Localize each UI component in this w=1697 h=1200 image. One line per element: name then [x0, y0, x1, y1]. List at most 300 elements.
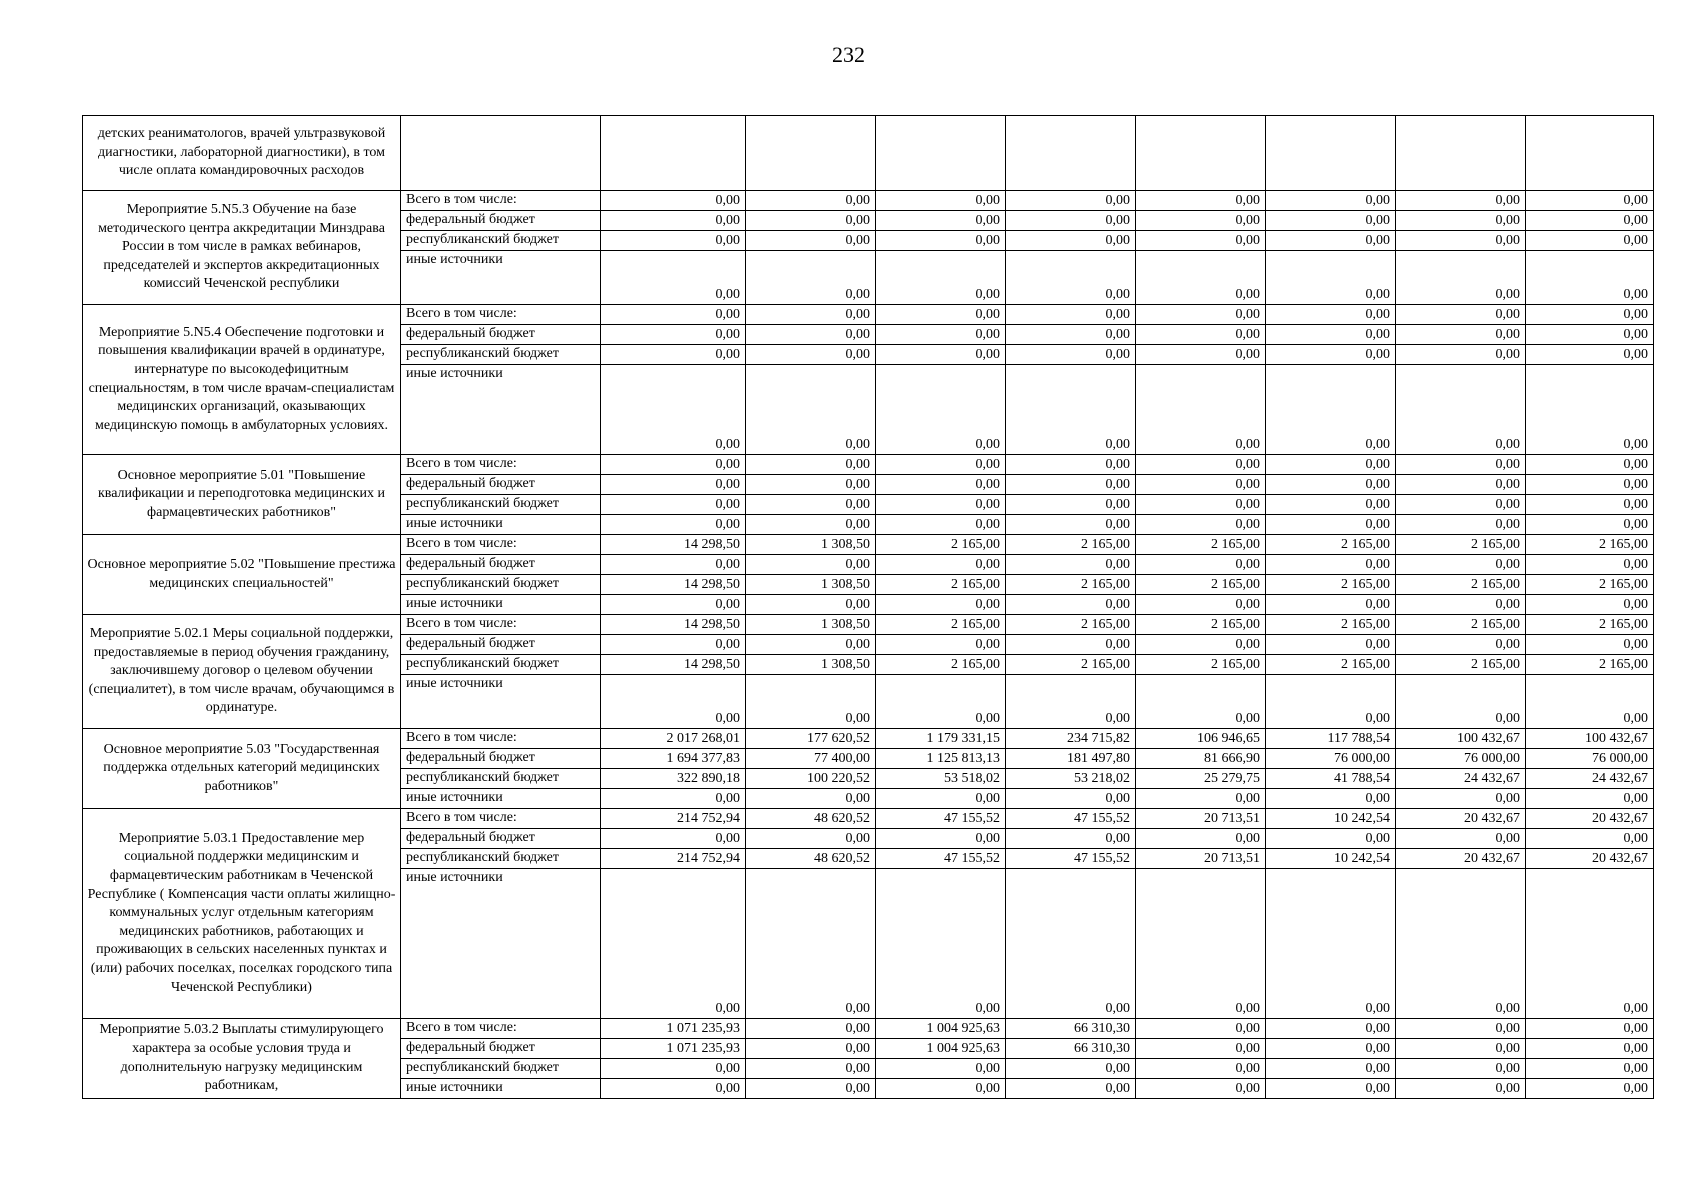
- amount-cell: 0,00: [1136, 1039, 1266, 1059]
- funding-source: Всего в том числе:: [401, 455, 601, 475]
- amount-cell: 0,00: [1006, 495, 1136, 515]
- amount-cell: 10 242,54: [1266, 809, 1396, 829]
- amount-cell: 0,00: [1006, 345, 1136, 365]
- amount-cell: 24 432,67: [1526, 769, 1654, 789]
- amount-cell: 0,00: [1266, 305, 1396, 325]
- amount-cell: 2 165,00: [1396, 615, 1526, 635]
- amount-cell: 1 071 235,93: [601, 1039, 746, 1059]
- amount-cell: 0,00: [1266, 455, 1396, 475]
- amount-cell: 14 298,50: [601, 535, 746, 555]
- amount-cell: 0,00: [1396, 191, 1526, 211]
- amount-cell: 0,00: [1396, 231, 1526, 251]
- amount-cell: 0,00: [746, 595, 876, 615]
- amount-cell: 24 432,67: [1396, 769, 1526, 789]
- amount-cell: 0,00: [1006, 251, 1136, 305]
- amount-cell: 0,00: [876, 829, 1006, 849]
- funding-source: республиканский бюджет: [401, 575, 601, 595]
- amount-cell: 48 620,52: [746, 849, 876, 869]
- table-row: [83, 191, 1654, 211]
- amount-cell: 2 165,00: [1266, 615, 1396, 635]
- amount-cell: 0,00: [1526, 515, 1654, 535]
- amount-cell: 0,00: [1006, 675, 1136, 729]
- amount-cell: [1006, 116, 1136, 191]
- amount-cell: 41 788,54: [1266, 769, 1396, 789]
- amount-cell: 0,00: [1006, 325, 1136, 345]
- amount-cell: 0,00: [1006, 595, 1136, 615]
- amount-cell: 0,00: [876, 191, 1006, 211]
- amount-cell: 2 165,00: [876, 615, 1006, 635]
- amount-cell: 322 890,18: [601, 769, 746, 789]
- amount-cell: 0,00: [876, 475, 1006, 495]
- amount-cell: 0,00: [1266, 515, 1396, 535]
- amount-cell: 0,00: [876, 1079, 1006, 1099]
- amount-cell: 0,00: [601, 515, 746, 535]
- amount-cell: 0,00: [1526, 635, 1654, 655]
- funding-source: Всего в том числе:: [401, 615, 601, 635]
- amount-cell: 0,00: [1396, 555, 1526, 575]
- amount-cell: 1 004 925,63: [876, 1019, 1006, 1039]
- amount-cell: 0,00: [1006, 191, 1136, 211]
- amount-cell: 1 308,50: [746, 615, 876, 635]
- amount-cell: 0,00: [1006, 829, 1136, 849]
- funding-source: Всего в том числе:: [401, 305, 601, 325]
- amount-cell: 0,00: [1136, 555, 1266, 575]
- amount-cell: 0,00: [1396, 1079, 1526, 1099]
- amount-cell: 0,00: [1396, 675, 1526, 729]
- table-row: [83, 1019, 1654, 1039]
- amount-cell: 0,00: [746, 555, 876, 575]
- funding-source: иные источники: [401, 515, 601, 535]
- amount-cell: 2 165,00: [1136, 535, 1266, 555]
- amount-cell: 0,00: [601, 869, 746, 1019]
- amount-cell: 0,00: [1396, 869, 1526, 1019]
- amount-cell: 81 666,90: [1136, 749, 1266, 769]
- amount-cell: 0,00: [1396, 789, 1526, 809]
- funding-source: иные источники: [401, 365, 601, 455]
- amount-cell: 0,00: [601, 475, 746, 495]
- amount-cell: 0,00: [1266, 365, 1396, 455]
- amount-cell: 100 220,52: [746, 769, 876, 789]
- amount-cell: 0,00: [1526, 869, 1654, 1019]
- amount-cell: 0,00: [1136, 675, 1266, 729]
- amount-cell: [1266, 116, 1396, 191]
- amount-cell: 2 165,00: [1396, 655, 1526, 675]
- amount-cell: 1 125 813,13: [876, 749, 1006, 769]
- amount-cell: 0,00: [876, 635, 1006, 655]
- activity-name: Мероприятие 5.N5.3 Обучение на базе методического центра аккредитации Минздрава России в том числе в рамках вебинаров, председателей и экспертов аккредитационных комиссий Чеченской республики: [83, 191, 401, 305]
- amount-cell: 0,00: [601, 595, 746, 615]
- amount-cell: 0,00: [1266, 191, 1396, 211]
- funding-source: республиканский бюджет: [401, 849, 601, 869]
- amount-cell: 0,00: [1266, 789, 1396, 809]
- amount-cell: 20 432,67: [1396, 849, 1526, 869]
- amount-cell: 0,00: [876, 345, 1006, 365]
- amount-cell: 0,00: [601, 829, 746, 849]
- amount-cell: 0,00: [601, 789, 746, 809]
- amount-cell: 0,00: [601, 251, 746, 305]
- activity-name: Мероприятие 5.03.2 Выплаты стимулирующего характера за особые условия труда и дополнительную нагрузку медицинским работникам,: [83, 1019, 401, 1099]
- amount-cell: 20 713,51: [1136, 849, 1266, 869]
- amount-cell: 0,00: [876, 789, 1006, 809]
- amount-cell: 0,00: [1526, 231, 1654, 251]
- amount-cell: 0,00: [876, 231, 1006, 251]
- amount-cell: 0,00: [1526, 1019, 1654, 1039]
- amount-cell: 0,00: [876, 869, 1006, 1019]
- amount-cell: 14 298,50: [601, 575, 746, 595]
- amount-cell: [601, 116, 746, 191]
- funding-source: иные источники: [401, 675, 601, 729]
- amount-cell: 0,00: [1136, 789, 1266, 809]
- amount-cell: 0,00: [1006, 365, 1136, 455]
- page-number: 232: [832, 42, 865, 67]
- amount-cell: 100 432,67: [1526, 729, 1654, 749]
- amount-cell: 0,00: [1526, 325, 1654, 345]
- amount-cell: 0,00: [601, 345, 746, 365]
- amount-cell: 0,00: [601, 495, 746, 515]
- amount-cell: 0,00: [1006, 789, 1136, 809]
- amount-cell: 0,00: [1136, 595, 1266, 615]
- amount-cell: 20 432,67: [1396, 809, 1526, 829]
- activity-name: Основное мероприятие 5.01 "Повышение квалификации и переподготовка медицинских и фармацевтических работников": [83, 455, 401, 535]
- amount-cell: 1 071 235,93: [601, 1019, 746, 1039]
- amount-cell: 0,00: [1266, 345, 1396, 365]
- amount-cell: 0,00: [746, 191, 876, 211]
- amount-cell: 77 400,00: [746, 749, 876, 769]
- amount-cell: 0,00: [746, 251, 876, 305]
- amount-cell: 0,00: [1526, 1039, 1654, 1059]
- amount-cell: 1 308,50: [746, 655, 876, 675]
- amount-cell: 0,00: [1006, 475, 1136, 495]
- funding-source: Всего в том числе:: [401, 191, 601, 211]
- amount-cell: 0,00: [876, 595, 1006, 615]
- amount-cell: 0,00: [1396, 345, 1526, 365]
- amount-cell: 0,00: [1396, 305, 1526, 325]
- amount-cell: 1 694 377,83: [601, 749, 746, 769]
- amount-cell: 0,00: [601, 305, 746, 325]
- amount-cell: 0,00: [1526, 305, 1654, 325]
- amount-cell: 0,00: [746, 305, 876, 325]
- amount-cell: 0,00: [1136, 1019, 1266, 1039]
- amount-cell: [746, 116, 876, 191]
- amount-cell: 0,00: [1006, 305, 1136, 325]
- table-row: [83, 615, 1654, 635]
- table-row: [83, 116, 1654, 191]
- amount-cell: 0,00: [1136, 211, 1266, 231]
- table-row: [83, 809, 1654, 829]
- amount-cell: 0,00: [1136, 515, 1266, 535]
- table-row: [83, 729, 1654, 749]
- amount-cell: 1 179 331,15: [876, 729, 1006, 749]
- amount-cell: 10 242,54: [1266, 849, 1396, 869]
- amount-cell: 181 497,80: [1006, 749, 1136, 769]
- amount-cell: 0,00: [876, 251, 1006, 305]
- amount-cell: 20 432,67: [1526, 809, 1654, 829]
- amount-cell: 0,00: [1526, 675, 1654, 729]
- amount-cell: 0,00: [1396, 495, 1526, 515]
- amount-cell: 0,00: [1136, 829, 1266, 849]
- amount-cell: 0,00: [1396, 1039, 1526, 1059]
- funding-source: республиканский бюджет: [401, 231, 601, 251]
- amount-cell: 0,00: [1526, 455, 1654, 475]
- amount-cell: 14 298,50: [601, 655, 746, 675]
- amount-cell: 0,00: [1006, 555, 1136, 575]
- amount-cell: 0,00: [1266, 475, 1396, 495]
- funding-source: Всего в том числе:: [401, 1019, 601, 1039]
- amount-cell: 0,00: [1006, 869, 1136, 1019]
- amount-cell: 0,00: [746, 475, 876, 495]
- amount-cell: 0,00: [1006, 1059, 1136, 1079]
- amount-cell: 2 165,00: [1006, 615, 1136, 635]
- amount-cell: 0,00: [1266, 595, 1396, 615]
- amount-cell: 0,00: [1526, 475, 1654, 495]
- amount-cell: 0,00: [746, 1059, 876, 1079]
- amount-cell: 0,00: [1396, 211, 1526, 231]
- funding-source: федеральный бюджет: [401, 829, 601, 849]
- funding-source: иные источники: [401, 595, 601, 615]
- amount-cell: [876, 116, 1006, 191]
- amount-cell: 0,00: [1526, 1079, 1654, 1099]
- amount-cell: 177 620,52: [746, 729, 876, 749]
- amount-cell: 2 165,00: [1526, 535, 1654, 555]
- amount-cell: [1526, 116, 1654, 191]
- amount-cell: 0,00: [601, 1059, 746, 1079]
- amount-cell: 0,00: [1396, 251, 1526, 305]
- amount-cell: 0,00: [601, 455, 746, 475]
- amount-cell: 53 218,02: [1006, 769, 1136, 789]
- amount-cell: 76 000,00: [1526, 749, 1654, 769]
- amount-cell: 117 788,54: [1266, 729, 1396, 749]
- amount-cell: 1 308,50: [746, 535, 876, 555]
- amount-cell: 2 165,00: [1006, 575, 1136, 595]
- funding-source: республиканский бюджет: [401, 1059, 601, 1079]
- amount-cell: 0,00: [1396, 325, 1526, 345]
- funding-source: федеральный бюджет: [401, 635, 601, 655]
- amount-cell: 2 017 268,01: [601, 729, 746, 749]
- amount-cell: 2 165,00: [876, 575, 1006, 595]
- amount-cell: 0,00: [876, 555, 1006, 575]
- amount-cell: 47 155,52: [1006, 809, 1136, 829]
- amount-cell: 47 155,52: [1006, 849, 1136, 869]
- amount-cell: 0,00: [746, 325, 876, 345]
- amount-cell: 2 165,00: [1526, 615, 1654, 635]
- amount-cell: 0,00: [746, 869, 876, 1019]
- amount-cell: 0,00: [746, 345, 876, 365]
- amount-cell: 0,00: [601, 1079, 746, 1099]
- amount-cell: 0,00: [1266, 325, 1396, 345]
- amount-cell: 0,00: [876, 455, 1006, 475]
- budget-table: [82, 115, 1654, 1099]
- amount-cell: 0,00: [1136, 345, 1266, 365]
- amount-cell: 0,00: [1526, 495, 1654, 515]
- amount-cell: 0,00: [1396, 635, 1526, 655]
- amount-cell: 14 298,50: [601, 615, 746, 635]
- amount-cell: 0,00: [876, 365, 1006, 455]
- funding-source: иные источники: [401, 869, 601, 1019]
- funding-source: республиканский бюджет: [401, 495, 601, 515]
- amount-cell: 0,00: [1006, 635, 1136, 655]
- amount-cell: 0,00: [1396, 829, 1526, 849]
- amount-cell: 0,00: [746, 455, 876, 475]
- table-row: [83, 305, 1654, 325]
- funding-source: республиканский бюджет: [401, 345, 601, 365]
- amount-cell: 76 000,00: [1396, 749, 1526, 769]
- amount-cell: 0,00: [746, 365, 876, 455]
- activity-name: детских реаниматологов, врачей ультразвуковой диагностики, лабораторной диагностики), в том числе оплата командировочных расходов: [83, 116, 401, 191]
- amount-cell: 0,00: [1006, 515, 1136, 535]
- funding-source: федеральный бюджет: [401, 475, 601, 495]
- amount-cell: 0,00: [746, 1079, 876, 1099]
- amount-cell: 214 752,94: [601, 849, 746, 869]
- amount-cell: [1396, 116, 1526, 191]
- amount-cell: 0,00: [1136, 455, 1266, 475]
- amount-cell: 0,00: [1136, 869, 1266, 1019]
- amount-cell: 25 279,75: [1136, 769, 1266, 789]
- amount-cell: 0,00: [1266, 635, 1396, 655]
- amount-cell: 0,00: [746, 515, 876, 535]
- amount-cell: 0,00: [746, 231, 876, 251]
- amount-cell: 0,00: [1136, 305, 1266, 325]
- amount-cell: 0,00: [1136, 475, 1266, 495]
- amount-cell: 0,00: [601, 231, 746, 251]
- amount-cell: 0,00: [1526, 345, 1654, 365]
- amount-cell: 2 165,00: [1266, 655, 1396, 675]
- funding-source: федеральный бюджет: [401, 1039, 601, 1059]
- amount-cell: 0,00: [1266, 869, 1396, 1019]
- amount-cell: 0,00: [1136, 191, 1266, 211]
- amount-cell: 1 004 925,63: [876, 1039, 1006, 1059]
- amount-cell: 234 715,82: [1006, 729, 1136, 749]
- amount-cell: 0,00: [1136, 231, 1266, 251]
- amount-cell: 2 165,00: [1136, 615, 1266, 635]
- funding-source: федеральный бюджет: [401, 555, 601, 575]
- amount-cell: 100 432,67: [1396, 729, 1526, 749]
- amount-cell: 20 713,51: [1136, 809, 1266, 829]
- amount-cell: 2 165,00: [1136, 575, 1266, 595]
- amount-cell: 0,00: [876, 325, 1006, 345]
- activity-name: Мероприятие 5.03.1 Предоставление мер социальной поддержки медицинским и фармацевтическим работникам в Чеченской Республике ( Компенсация части оплаты жилищно-коммунальных услуг отдельным категориям медицинских работников, работающих и проживающих в сельских населенных пунктах и (или) рабочих поселках, поселках городского типа Чеченской Республики): [83, 809, 401, 1019]
- funding-source: иные источники: [401, 251, 601, 305]
- amount-cell: 2 165,00: [1006, 655, 1136, 675]
- amount-cell: 0,00: [1136, 1059, 1266, 1079]
- amount-cell: 0,00: [876, 1059, 1006, 1079]
- amount-cell: 2 165,00: [1396, 575, 1526, 595]
- amount-cell: 0,00: [1396, 455, 1526, 475]
- amount-cell: 2 165,00: [876, 535, 1006, 555]
- amount-cell: 0,00: [876, 515, 1006, 535]
- amount-cell: 1 308,50: [746, 575, 876, 595]
- funding-source: [401, 116, 601, 191]
- amount-cell: 0,00: [1526, 191, 1654, 211]
- amount-cell: 0,00: [746, 829, 876, 849]
- amount-cell: 0,00: [1006, 211, 1136, 231]
- amount-cell: 0,00: [1526, 829, 1654, 849]
- table-row: [83, 455, 1654, 475]
- amount-cell: 0,00: [1136, 251, 1266, 305]
- amount-cell: [1136, 116, 1266, 191]
- amount-cell: 214 752,94: [601, 809, 746, 829]
- funding-source: Всего в том числе:: [401, 809, 601, 829]
- amount-cell: 2 165,00: [1396, 535, 1526, 555]
- amount-cell: 0,00: [1396, 1059, 1526, 1079]
- amount-cell: 2 165,00: [1266, 575, 1396, 595]
- amount-cell: 2 165,00: [1526, 575, 1654, 595]
- amount-cell: 0,00: [1266, 251, 1396, 305]
- amount-cell: 0,00: [601, 635, 746, 655]
- amount-cell: 0,00: [1136, 1079, 1266, 1099]
- activity-name: Мероприятие 5.N5.4 Обеспечение подготовки и повышения квалификации врачей в ординатуре, интернатуре по высокодефицитным специальностям, в том числе врачам-специалистам медицинских организаций, оказывающих медицинскую помощь в амбулаторных условиях.: [83, 305, 401, 455]
- amount-cell: 0,00: [1006, 1079, 1136, 1099]
- amount-cell: 0,00: [1006, 231, 1136, 251]
- amount-cell: 0,00: [1266, 555, 1396, 575]
- amount-cell: 0,00: [746, 789, 876, 809]
- amount-cell: 47 155,52: [876, 809, 1006, 829]
- funding-source: иные источники: [401, 1079, 601, 1099]
- amount-cell: 0,00: [746, 1039, 876, 1059]
- amount-cell: 2 165,00: [1136, 655, 1266, 675]
- amount-cell: 47 155,52: [876, 849, 1006, 869]
- funding-source: республиканский бюджет: [401, 769, 601, 789]
- amount-cell: 0,00: [1526, 595, 1654, 615]
- amount-cell: 0,00: [601, 211, 746, 231]
- amount-cell: 0,00: [1136, 365, 1266, 455]
- amount-cell: 0,00: [601, 675, 746, 729]
- amount-cell: 0,00: [1266, 675, 1396, 729]
- amount-cell: 2 165,00: [1526, 655, 1654, 675]
- amount-cell: 0,00: [876, 211, 1006, 231]
- activity-name: Основное мероприятие 5.03 "Государственная поддержка отдельных категорий медицинских работников": [83, 729, 401, 809]
- funding-source: Всего в том числе:: [401, 535, 601, 555]
- amount-cell: 0,00: [1266, 829, 1396, 849]
- amount-cell: 2 165,00: [1266, 535, 1396, 555]
- amount-cell: 0,00: [1396, 595, 1526, 615]
- amount-cell: 0,00: [1526, 789, 1654, 809]
- amount-cell: 0,00: [876, 495, 1006, 515]
- amount-cell: 0,00: [1526, 211, 1654, 231]
- amount-cell: 0,00: [746, 1019, 876, 1039]
- amount-cell: 0,00: [1266, 1019, 1396, 1039]
- funding-source: Всего в том числе:: [401, 729, 601, 749]
- amount-cell: 0,00: [601, 325, 746, 345]
- activity-name: Основное мероприятие 5.02 "Повышение престижа медицинских специальностей": [83, 535, 401, 615]
- amount-cell: 0,00: [1396, 1019, 1526, 1039]
- funding-source: федеральный бюджет: [401, 325, 601, 345]
- amount-cell: 0,00: [1396, 515, 1526, 535]
- amount-cell: 0,00: [1266, 231, 1396, 251]
- amount-cell: 2 165,00: [1006, 535, 1136, 555]
- amount-cell: 0,00: [876, 305, 1006, 325]
- amount-cell: 0,00: [1136, 325, 1266, 345]
- amount-cell: 0,00: [1006, 455, 1136, 475]
- amount-cell: 0,00: [601, 191, 746, 211]
- amount-cell: 0,00: [1396, 365, 1526, 455]
- amount-cell: 0,00: [601, 555, 746, 575]
- amount-cell: 0,00: [746, 635, 876, 655]
- amount-cell: 76 000,00: [1266, 749, 1396, 769]
- amount-cell: 2 165,00: [876, 655, 1006, 675]
- amount-cell: 0,00: [1396, 475, 1526, 495]
- amount-cell: 0,00: [1136, 495, 1266, 515]
- amount-cell: 0,00: [601, 365, 746, 455]
- funding-source: иные источники: [401, 789, 601, 809]
- amount-cell: 0,00: [1266, 1079, 1396, 1099]
- activity-name: Мероприятие 5.02.1 Меры социальной поддержки, предоставляемые в период обучения гражданину, заключившему договор о целевом обучении (специалитет), в том числе врачам, обучающимся в ординатуре.: [83, 615, 401, 729]
- amount-cell: 66 310,30: [1006, 1039, 1136, 1059]
- amount-cell: 0,00: [1526, 251, 1654, 305]
- amount-cell: 20 432,67: [1526, 849, 1654, 869]
- amount-cell: 0,00: [1266, 211, 1396, 231]
- amount-cell: 53 518,02: [876, 769, 1006, 789]
- amount-cell: 0,00: [1266, 1059, 1396, 1079]
